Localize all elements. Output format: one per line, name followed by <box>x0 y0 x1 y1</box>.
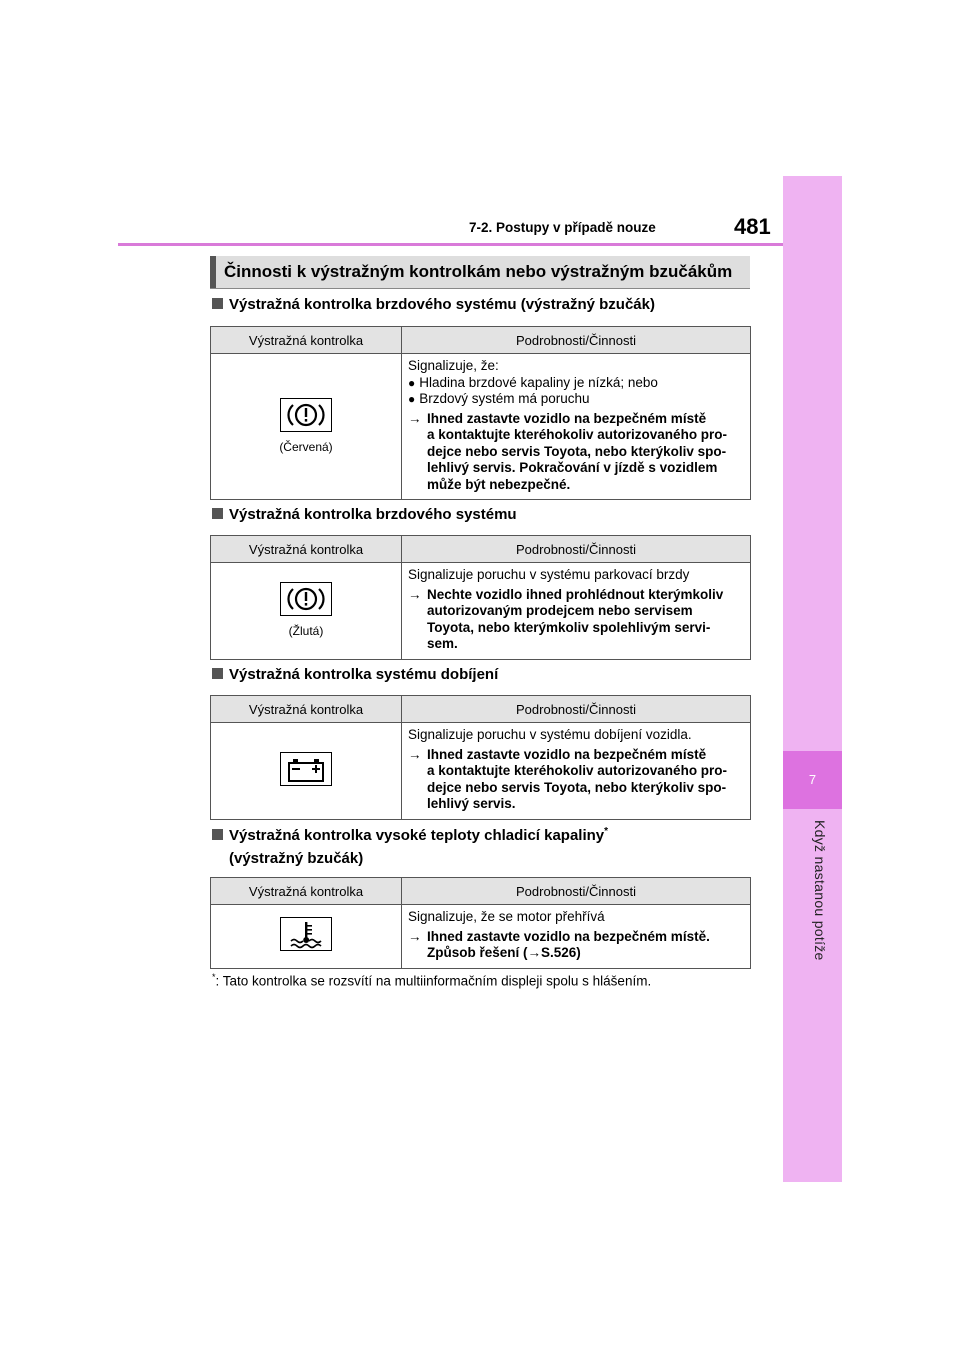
icon-cell <box>211 723 402 820</box>
table-header-row <box>211 327 751 354</box>
subsection-title: Výstražná kontrolka brzdového systému (výstražný bzučák) <box>229 296 655 313</box>
warning-table <box>210 535 751 660</box>
table-header-row <box>211 536 751 563</box>
arrow-icon: → <box>408 410 422 426</box>
square-bullet-icon <box>212 298 223 309</box>
icon-color-caption: (Červená) <box>279 439 333 454</box>
footnote-text: : Tato kontrolka se rozsvítí na multiinformačním displeji spolu s hlášením. <box>215 973 652 989</box>
subsection-title-cont: (výstražný bzučák) <box>229 850 364 867</box>
column-header-details: Podrobnosti/Činnosti <box>402 536 751 563</box>
details-cell <box>402 723 751 820</box>
bullet-item: ● Brzdový systém má poruchu <box>408 391 744 408</box>
subsection-heading <box>212 826 608 844</box>
brake-warning-icon <box>280 582 332 616</box>
column-header-light: Výstražná kontrolka <box>211 878 402 905</box>
square-bullet-icon <box>212 508 223 519</box>
action-text: → Ihned zastavte vozidlo na bezpečném místě a kontaktujte kteréhokoliv autorizovaného pro- dejce nebo servis Toyota, nebo kterýkoliv spo- lehlivý servis. <box>408 746 728 811</box>
details-cell <box>402 905 751 969</box>
table-row <box>211 563 751 660</box>
arrow-icon: → <box>408 928 422 944</box>
table-row <box>211 723 751 820</box>
column-header-light: Výstražná kontrolka <box>211 696 402 723</box>
column-header-details: Podrobnosti/Činnosti <box>402 327 751 354</box>
warning-table <box>210 326 751 500</box>
square-bullet-icon <box>212 668 223 679</box>
subsection-title: Výstražná kontrolka systému dobíjení <box>229 666 499 683</box>
table-header-row <box>211 878 751 905</box>
column-header-details: Podrobnosti/Činnosti <box>402 878 751 905</box>
warning-table <box>210 877 751 969</box>
subsection-heading <box>212 296 655 313</box>
intro-text: Signalizuje, že: <box>408 358 499 373</box>
footnote <box>212 972 651 989</box>
subsection-title: Výstražná kontrolka brzdového systému <box>229 506 517 523</box>
page-reference-link[interactable]: S.526) <box>541 945 581 960</box>
arrow-icon: → <box>408 746 422 762</box>
icon-color-caption: (Žlutá) <box>288 623 324 638</box>
chapter-title: Když nastanou potíže <box>812 820 828 961</box>
subsection-heading <box>212 506 517 523</box>
section-title: Činnosti k výstražným kontrolkám nebo výstražným bzučákům <box>224 262 733 281</box>
arrow-icon: → <box>408 586 422 602</box>
action-text: → Ihned zastavte vozidlo na bezpečném místě. Způsob řešení (→S.526) <box>408 928 710 960</box>
bullet-item: ● Hladina brzdové kapaliny je nízká; nebo <box>408 375 744 392</box>
footnote-mark: * <box>604 826 609 837</box>
column-header-light: Výstražná kontrolka <box>211 327 402 354</box>
chapter-number: 7 <box>808 772 817 787</box>
header-rule <box>118 243 783 246</box>
icon-cell <box>211 563 402 660</box>
icon-cell <box>211 354 402 500</box>
subsection-heading <box>212 666 498 683</box>
details-cell <box>402 354 751 500</box>
coolant-temperature-icon <box>280 917 332 951</box>
intro-text: Signalizuje poruchu v systému dobíjení vozidla. <box>408 727 692 742</box>
table-header-row <box>211 696 751 723</box>
table-row <box>211 905 751 969</box>
table-row <box>211 354 751 500</box>
warning-table <box>210 695 751 820</box>
brake-warning-icon <box>280 398 332 432</box>
battery-icon <box>280 752 332 786</box>
column-header-light: Výstražná kontrolka <box>211 536 402 563</box>
page-header: 7-2. Postupy v případě nouze <box>469 220 656 235</box>
square-bullet-icon <box>212 829 223 840</box>
action-text: → Nechte vozidlo ihned prohlédnout kterýmkoliv autorizovaným prodejcem nebo servisem Toyota, nebo kterýmkoliv spolehlivým servi- sem. <box>408 586 724 651</box>
chapter-sidebar <box>783 176 842 1182</box>
footnote-mark: * <box>212 972 216 982</box>
section-bar-accent <box>210 256 216 288</box>
details-cell <box>402 563 751 660</box>
icon-cell <box>211 905 402 969</box>
column-header-details: Podrobnosti/Činnosti <box>402 696 751 723</box>
subsection-title: Výstražná kontrolka vysoké teploty chladicí kapaliny <box>229 827 605 844</box>
action-text: → Ihned zastavte vozidlo na bezpečném místě a kontaktujte kteréhokoliv autorizovaného pro- dejce nebo servis Toyota, nebo kterýkoliv spo- lehlivý servis. Pokračování v jízdě s vozidlem může být nebezpečné. <box>408 410 728 492</box>
arrow-icon: → <box>527 945 542 960</box>
section-bar-underline <box>210 288 750 289</box>
intro-text: Signalizuje poruchu v systému parkovací brzdy <box>408 567 690 582</box>
page-number: 481 <box>734 214 771 239</box>
intro-text: Signalizuje, že se motor přehřívá <box>408 909 605 924</box>
